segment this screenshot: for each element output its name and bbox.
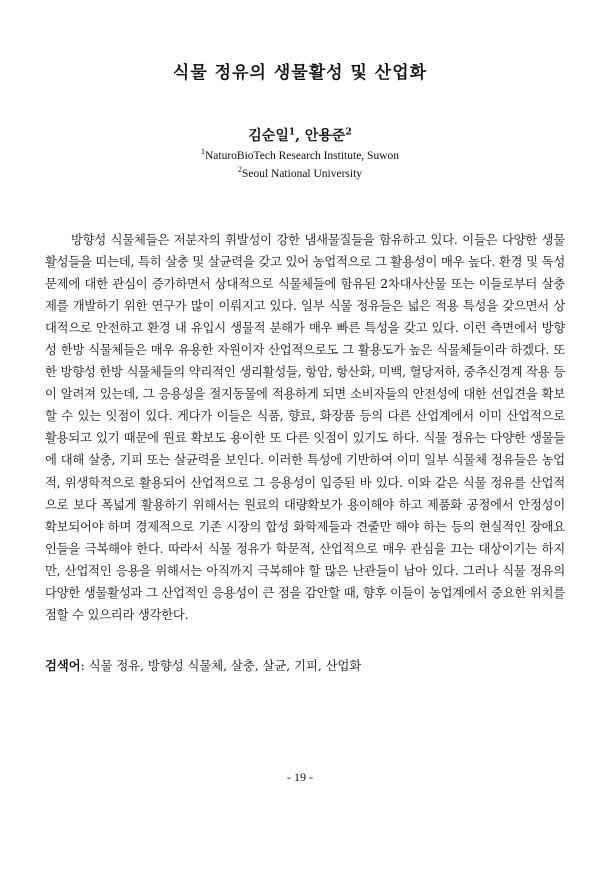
affiliation-2 bbox=[0, 165, 600, 180]
author-separator: , bbox=[295, 128, 305, 144]
affiliation-1-sup: 1 bbox=[200, 147, 205, 157]
author-2-sup: 2 bbox=[345, 127, 352, 138]
keywords-text: : 식물 정유, 방향성 식물체, 살충, 살균, 기피, 산업화 bbox=[80, 659, 362, 673]
affiliation-1-text: NaturoBioTech Research Institute, Suwon bbox=[204, 150, 399, 162]
affiliation-2-text: Seoul National University bbox=[241, 168, 363, 180]
affiliation-2-sup: 2 bbox=[237, 165, 242, 175]
author-1-sup: 1 bbox=[288, 127, 296, 138]
author-line bbox=[0, 125, 600, 145]
affiliation-1 bbox=[0, 147, 600, 162]
abstract-body: 방향성 식물체들은 저분자의 휘발성이 강한 냄새물질들을 함유하고 있다. 이들은 다양한 생물활성들을 띠는데, 특히 살충 및 살균력을 갖고 있어 농업적으로 그 활용성이 매우 높다. 환경 및 독성 문제에 대한 관심이 증가하면서 상대적으로 식물체들에 함유된 2차대사산물 또는 이들로부터 살충제를 개발하기 위한 연구가 많이 이뤄지고 있다. 일부 식물 정유들은 넓은 적용 특성을 갖으면서 상대적으로 안전하고 환경 내 유입시 생물적 분해가 매우 빠른 특성을 갖고 있다. 이런 측면에서 방향성 한방 식물체들은 매우 유용한 자원이자 산업적으로도 그 활용도가 높은 식물체들이라 하겠다. 또한 방향성 한방 식물체들의 약리적인 생리활성들, 항암, 항산화, 미백, 혈당저하, 중추신경계 작용 등이 알려져 있는데, 그 응용성을 절지동물에 적용하게 되면 소비자들의 안전성에 대한 선입견을 확보할 수 있는 잇점이 있다. 게다가 이들은 식품, 향료, 화장품 등의 다른 산업계에서 이미 산업적으로 활용되고 있기 때문에 원료 확보도 용이한 또 다른 잇점이 있기도 하다. 식물 정유는 다양한 생물들에 대해 살충, 기피 또는 살균력을 보인다. 이러한 특성에 기반하여 이미 일부 식물체 정유들은 농업적, 위생학적으로 활용되어 산업적으로 그 응용성이 입증된 바 있다. 이와 같은 식물 정유를 산업적으로 보다 폭넓게 활용하기 위해서는 원료의 대량확보가 용이해야 하고 제품화 공정에서 안정성이 확보되어야 하며 경제적으로 기존 시장의 합성 화학제들과 견줄만 해야 하는 등의 현실적인 장애요인들을 극복해야 한다. 따라서 식물 정유가 학문적, 산업적으로 매우 관심을 끄는 대상이기는 하지만, 산업적인 응용을 위해서는 아직까지 극복해야 할 많은 난관들이 남아 있다. 그러나 식물 정유의 다양한 생물활성과 그 산업적인 응용성이 큰 점을 감안할 때, 향후 이들이 농업계에서 중요한 위치를 점할 수 있으리라 생각한다. bbox=[45, 233, 565, 622]
author-2-name: 안용준 bbox=[304, 128, 346, 144]
keywords-line bbox=[45, 656, 565, 676]
keywords-label: 검색어 bbox=[45, 658, 81, 673]
author-1-name: 김순일 bbox=[248, 128, 289, 144]
page-number: - 19 - bbox=[287, 770, 313, 784]
paper-title: 식물 정유의 생물활성 및 산업화 bbox=[172, 63, 428, 83]
